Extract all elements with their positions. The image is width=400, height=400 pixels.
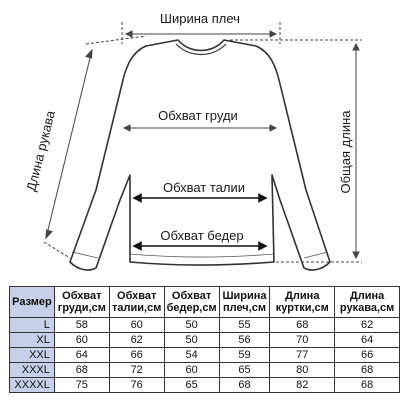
table-header-cell (164, 287, 219, 318)
table-cell: 64 (335, 333, 400, 348)
table-cell: 65 (219, 363, 270, 378)
table-cell: 68 (335, 363, 400, 378)
table-cell: 55 (219, 318, 270, 333)
table-cell: 72 (109, 363, 164, 378)
table-header-cell (270, 287, 335, 318)
table-cell: 68 (219, 378, 270, 393)
table-cell: 60 (164, 363, 219, 378)
size-cell: XXXXL (10, 378, 55, 393)
table-header-text: Обхват (117, 290, 157, 302)
table-cell: 82 (270, 378, 335, 393)
table-header-row (10, 287, 400, 318)
table-cell: 68 (270, 318, 335, 333)
table-header-text: Обхват (62, 290, 102, 302)
table-cell: 50 (164, 333, 219, 348)
table-header-text: груди,см (57, 302, 106, 314)
chest-label: Обхват груди (158, 108, 238, 123)
table-header-text: плеч,см (222, 302, 266, 314)
shoulder-width-label: Ширина плеч (160, 11, 240, 26)
table-cell: 54 (164, 348, 219, 363)
size-cell: XL (10, 333, 55, 348)
table-header-cell (10, 287, 55, 318)
table-cell: 70 (270, 333, 335, 348)
table-cell: 76 (109, 378, 164, 393)
table-header-text: бедер,см (166, 302, 217, 314)
table-row (10, 378, 400, 393)
table-header-text: Обхват (171, 290, 212, 302)
table-cell: 59 (219, 348, 270, 363)
table-header-text: талии,см (112, 302, 162, 314)
table-cell: 62 (109, 333, 164, 348)
total-length-label: Общая длина (338, 110, 353, 194)
table-header-text: куртки,см (275, 302, 329, 314)
table-cell: 75 (54, 378, 109, 393)
size-cell: L (10, 318, 55, 333)
table-body (10, 318, 400, 393)
table-row (10, 363, 400, 378)
table-row (10, 333, 400, 348)
hips-label: Обхват бедер (160, 228, 244, 243)
table-header-text: Длина (285, 290, 320, 302)
table-cell: 68 (335, 378, 400, 393)
table-cell: 56 (219, 333, 270, 348)
waist-label: Обхват талии (162, 180, 246, 195)
table-cell: 64 (54, 348, 109, 363)
table-row (10, 318, 400, 333)
table-cell: 50 (164, 318, 219, 333)
table-cell: 62 (335, 318, 400, 333)
table-header-cell (54, 287, 109, 318)
table-cell: 77 (270, 348, 335, 363)
sleeve-length-label: Длина рукава (23, 109, 58, 193)
table-cell: 65 (164, 378, 219, 393)
table-cell: 66 (109, 348, 164, 363)
size-table (9, 286, 400, 393)
table-header-cell (335, 287, 400, 318)
table-header-text: Размер (12, 296, 52, 308)
table-cell: 80 (270, 363, 335, 378)
table-header-text: рукава,см (339, 302, 395, 314)
table-header-cell (109, 287, 164, 318)
size-cell: XXL (10, 348, 55, 363)
table-cell: 60 (109, 318, 164, 333)
table-cell: 58 (54, 318, 109, 333)
table-header-text: Ширина (222, 290, 267, 302)
table-row (10, 348, 400, 363)
table-header-text: Длина (349, 290, 385, 302)
table-cell: 66 (335, 348, 400, 363)
table-cell: 68 (54, 363, 109, 378)
size-cell: XXXL (10, 363, 55, 378)
table-header-cell (219, 287, 270, 318)
table-cell: 60 (54, 333, 109, 348)
